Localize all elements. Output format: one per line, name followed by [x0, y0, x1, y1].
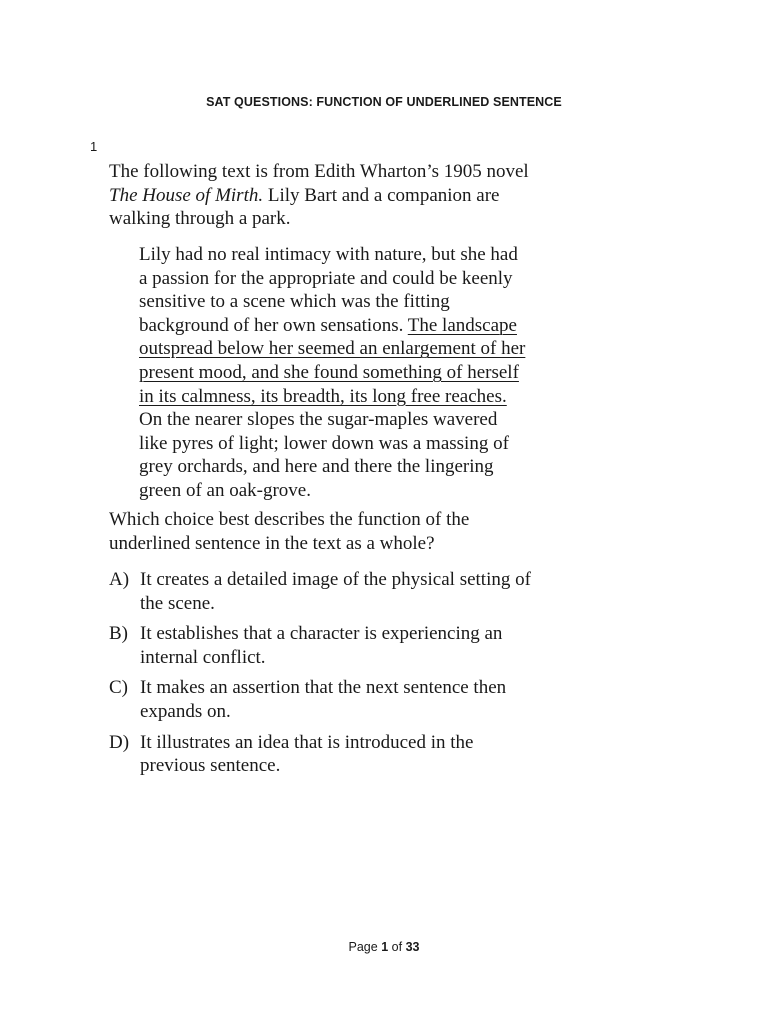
choice-letter: B) — [109, 623, 128, 645]
choice-letter: A) — [109, 569, 130, 590]
page-label: Page — [348, 940, 378, 954]
question-prompt: Which choice best describes the function of the underlined sentence in the text as a whole? — [109, 509, 470, 554]
intro-text-pre: The following text is from Edith Wharton’s 1905 novel — [109, 161, 529, 182]
intro-text-post: Lily Bart and a companion are walking through a park. — [109, 184, 500, 230]
choice-text: It creates a detailed image of the physical setting of the scene. — [140, 569, 531, 614]
page-footer — [0, 940, 768, 954]
choice-letter: D) — [109, 731, 130, 753]
underlined-sentence: The landscape outspread below her seemed an enlargement of her present mood, and she found something of herself in its calmness, its breadth, its long free reaches. — [139, 314, 526, 407]
answer-choices — [109, 568, 539, 785]
choice-a[interactable] — [109, 568, 539, 615]
choice-text: It illustrates an idea that is introduced in the previous sentence. — [140, 731, 474, 777]
passage — [139, 243, 529, 503]
question-number: 1 — [90, 139, 98, 154]
book-title: The House of Mirth. — [109, 184, 264, 206]
choice-text: It establishes that a character is experiencing an internal conflict. — [140, 623, 503, 668]
passage-text-pre: Lily had no real intimacy with nature, but she had a passion for the appropriate and could be keenly sensitive to a scene which was the fitting background of her own sensations. — [139, 244, 518, 336]
choice-text: It makes an assertion that the next sentence then expands on. — [140, 677, 507, 722]
total-pages: 33 — [405, 940, 420, 954]
choice-letter: C) — [109, 677, 128, 699]
passage-text-post: On the nearer slopes the sugar-maples wavered like pyres of light; lower down was a massing of grey orchards, and here and there the lingering green of an oak-grove. — [139, 409, 509, 501]
choice-b[interactable] — [109, 622, 539, 669]
question-intro — [109, 160, 529, 231]
choice-d[interactable] — [109, 731, 539, 778]
of-label: of — [391, 940, 403, 954]
choice-c[interactable] — [109, 676, 539, 723]
page-title: SAT QUESTIONS: FUNCTION OF UNDERLINED SENTENCE — [206, 95, 562, 109]
current-page: 1 — [381, 940, 389, 954]
